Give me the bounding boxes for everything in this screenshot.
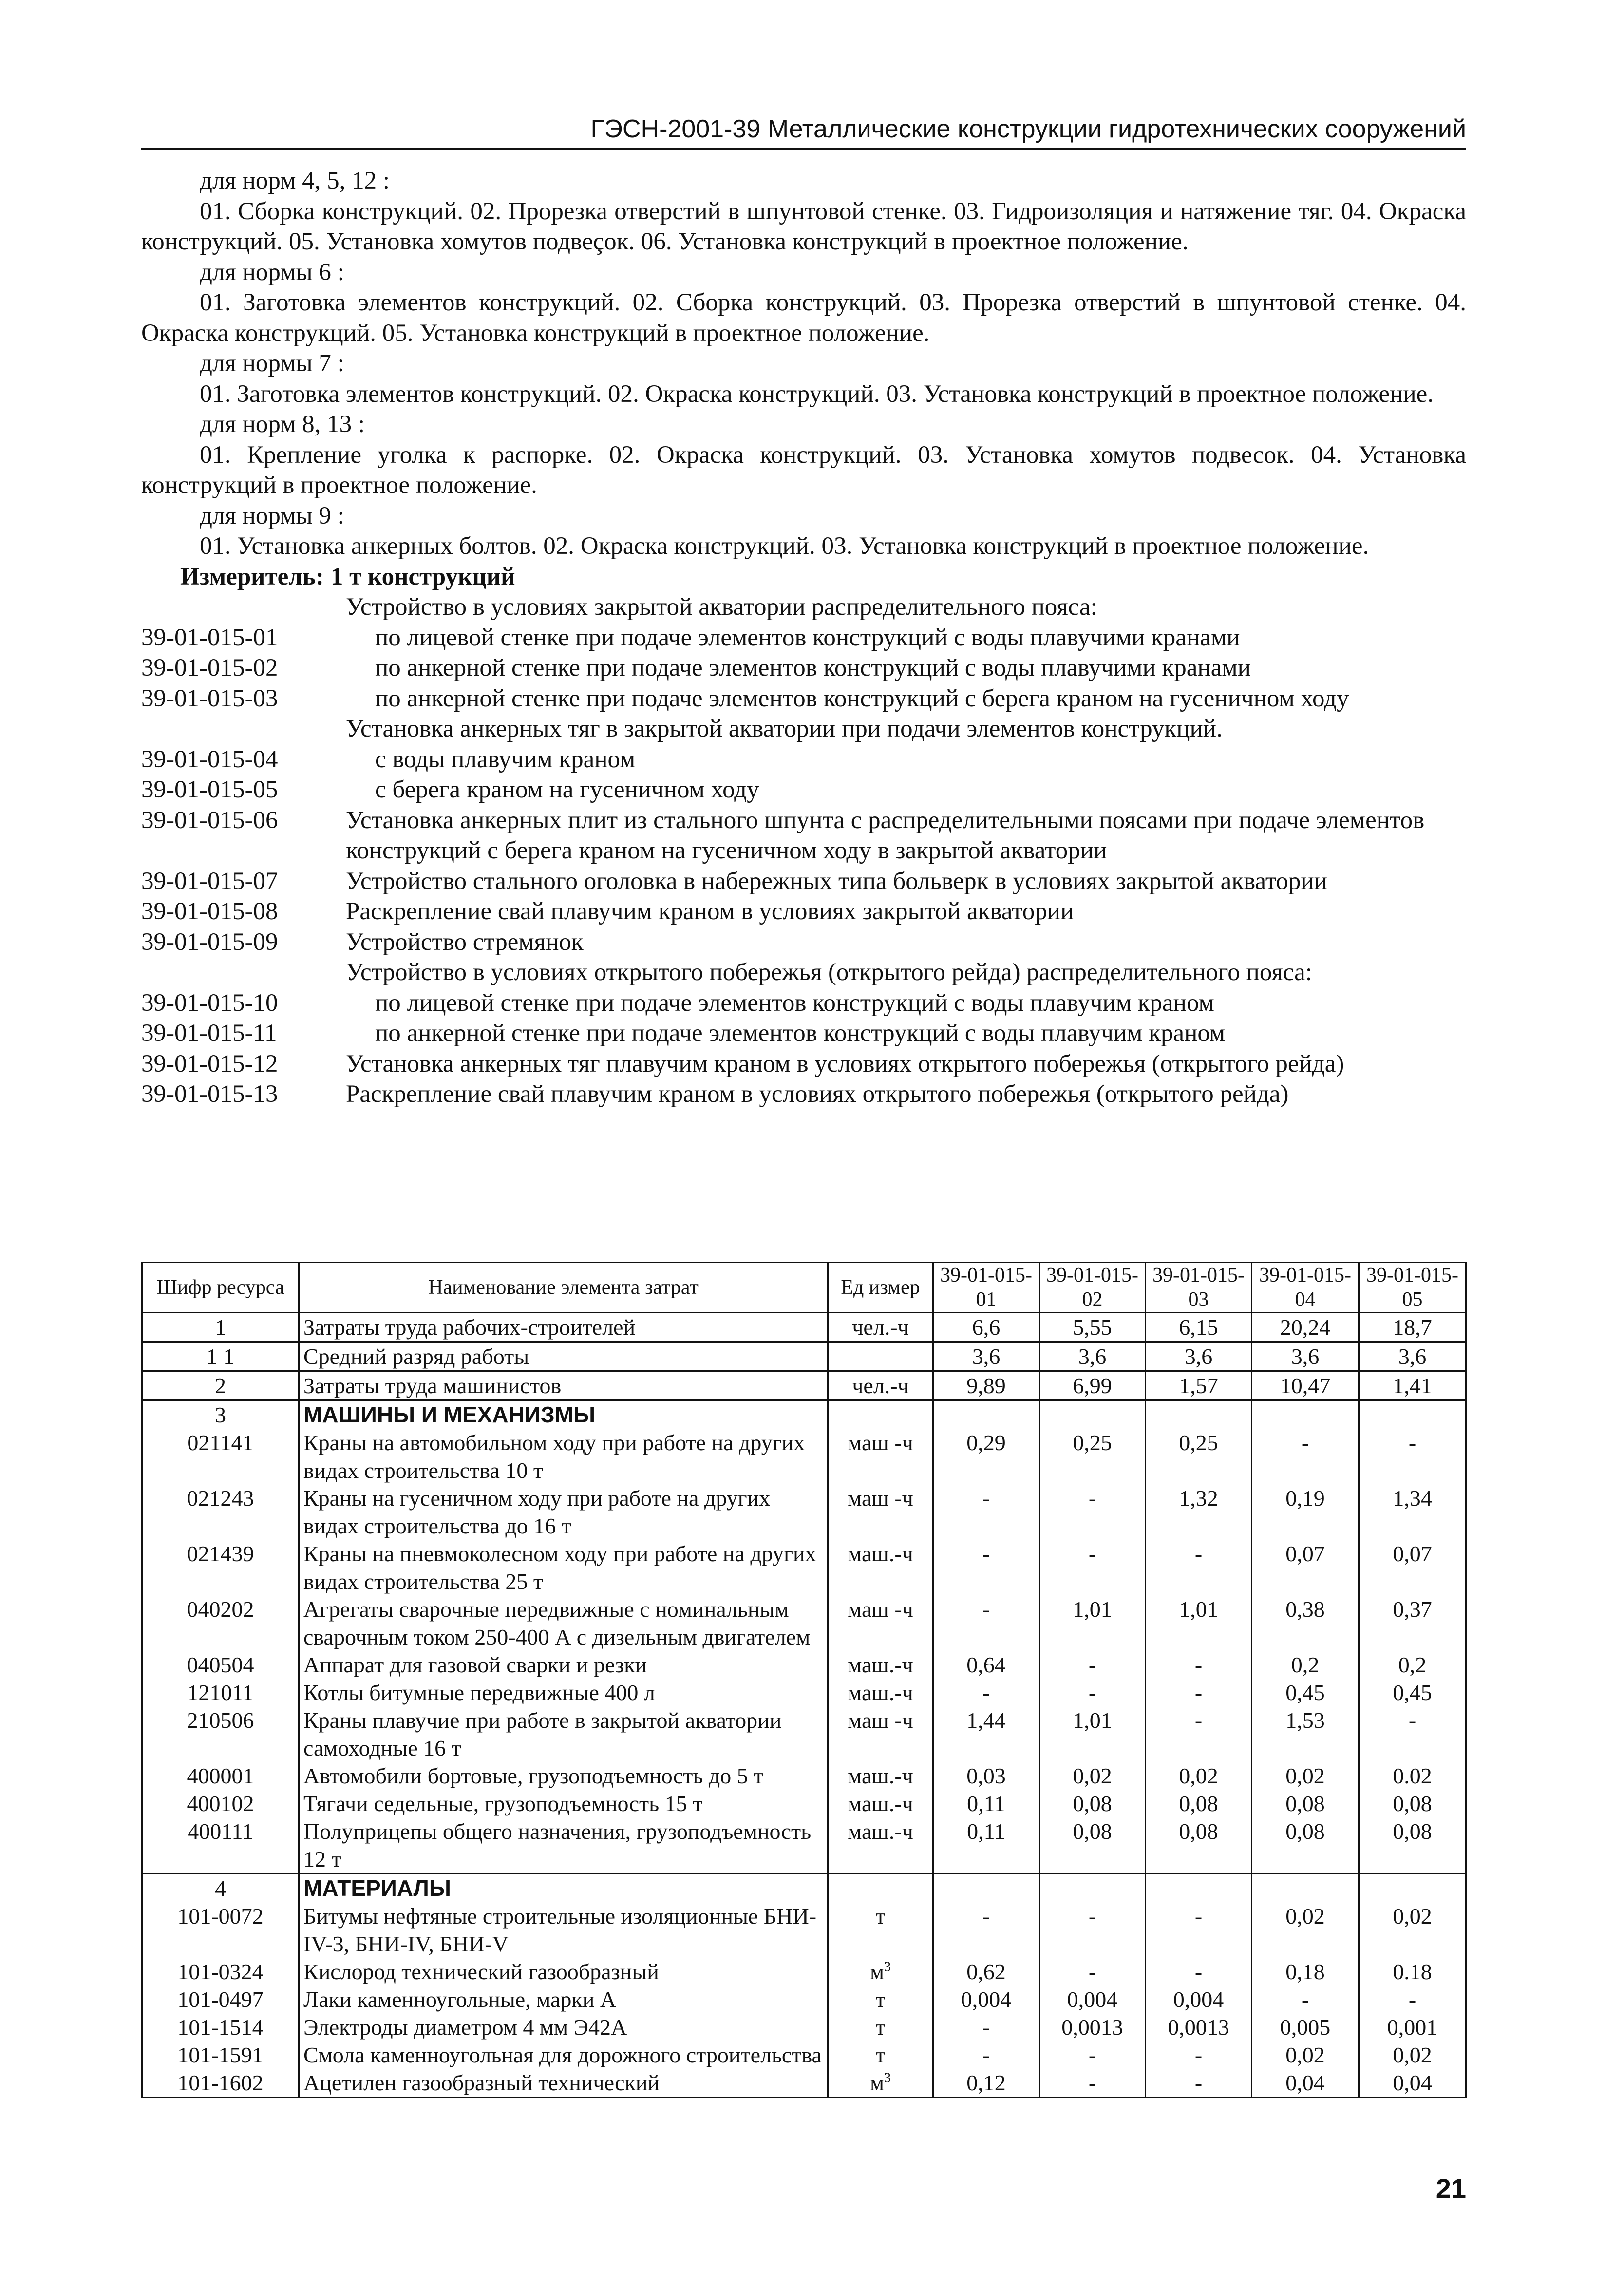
norm-value: - [1359,1706,1466,1762]
resource-unit [828,1371,933,1400]
norm-value: - [1146,1679,1252,1706]
unit-text: маш -ч [848,1597,913,1622]
unit-text: маш.-ч [848,1652,913,1677]
norm-value: 0,12 [933,2069,1039,2098]
unit-superscript: 3 [884,2070,891,2086]
norm-value: - [1146,1651,1252,1679]
resource-unit [828,1958,933,1985]
resource-code: 101-0497 [142,1985,299,2013]
resource-unit [828,1400,933,1429]
resource-unit [828,2041,933,2069]
norm-code-row [141,805,1466,866]
resource-name: Кислород технический газообразный [299,1958,828,1985]
norm-code-row [141,927,1466,958]
norm-value: - [1039,1484,1146,1540]
table-row [142,1651,1466,1679]
unit-text: маш.-ч [848,1791,913,1816]
table-row [142,1790,1466,1817]
document-body [141,166,1466,1110]
resource-code: 400111 [142,1817,299,1874]
norm-value: 0,64 [933,1651,1039,1679]
norm-value: 0,004 [1039,1985,1146,2013]
table-row [142,1342,1466,1371]
table-row [142,1902,1466,1958]
norm-description: по лицевой стенке при подаче элементов конструкций с воды плавучими кранами [375,624,1240,651]
resource-name: Краны на автомобильном ходу при работе на других видах строительства 10 т [299,1429,828,1484]
norm-code-row [141,1018,1466,1049]
norm-code [141,957,346,988]
norm-code: 39-01-015-12 [141,1050,278,1078]
norm-value: 0,07 [1252,1540,1359,1595]
resource-name: Электроды диаметром 4 мм Э42А [299,2013,828,2041]
norm-value: 3,6 [1252,1342,1359,1371]
norm-value: 1,01 [1146,1595,1252,1651]
unit-text: маш -ч [848,1708,913,1733]
resource-name: Ацетилен газообразный технический [299,2069,828,2098]
resource-name: Затраты труда рабочих-строителей [299,1313,828,1342]
norm-description: Раскрепление свай плавучим краном в условиях закрытой акватории [346,898,1074,925]
norm-value: 0,004 [933,1985,1039,2013]
column-header: 39-01-015-05 [1359,1263,1466,1313]
norm-description: Устройство в условиях закрытой акватории распределительного пояса: [346,593,1097,621]
norm-code-row [141,988,1466,1019]
resource-name: МАШИНЫ И МЕХАНИЗМЫ [299,1400,828,1429]
norm-value: 0,08 [1252,1790,1359,1817]
norm-value: - [1146,1706,1252,1762]
norm-description: Устройство стремянок [346,928,584,956]
resource-code: 2 [142,1371,299,1400]
norm-value: - [933,1595,1039,1651]
norm-value: 5,55 [1039,1313,1146,1342]
norm-value: 0,08 [1359,1790,1466,1817]
norm-value: - [933,1540,1039,1595]
resource-name: Затраты труда машинистов [299,1371,828,1400]
norm-description: Установка анкерных тяг плавучим краном в условиях открытого побережья (открытого рейда) [346,1050,1344,1078]
resource-unit [828,1874,933,1903]
norm-code: 39-01-015-05 [141,776,278,803]
unit-text: маш.-ч [848,1819,913,1844]
norm-code: 39-01-015-08 [141,898,278,925]
norm-value: 6,15 [1146,1313,1252,1342]
norm-code-row [141,1079,1466,1110]
norm-value: 0,37 [1359,1595,1466,1651]
page-header: ГЭСН-2001-39 Металлические конструкции гидротехнических сооружений [141,108,1466,150]
resource-code: 040202 [142,1595,299,1651]
resource-code: 101-0324 [142,1958,299,1985]
unit-text: т [875,1987,886,2012]
norm-value: 0,2 [1359,1651,1466,1679]
norm-value: 0,02 [1146,1762,1252,1790]
norm-description: Установка анкерных плит из стального шпунта с распределительными поясами при подаче элементов конструкций с берега краном на гусеничном ходу в закрытой акватории [346,806,1425,864]
unit-text: маш.-ч [848,1763,913,1788]
resource-code: 101-1514 [142,2013,299,2041]
column-header: Ед измер [828,1263,933,1313]
table-row [142,1958,1466,1985]
resource-name: Котлы битумные передвижные 400 л [299,1679,828,1706]
resource-name: Полуприцепы общего назначения, грузоподъемность 12 т [299,1817,828,1874]
norm-code: 39-01-015-13 [141,1080,278,1108]
table-body [142,1313,1466,2098]
norm-code [141,592,346,623]
norm-code-row [141,714,1466,744]
resource-table-wrap [141,1262,1466,2098]
resource-unit [828,1679,933,1706]
norm-value: 0,62 [933,1958,1039,1985]
resource-code: 101-0072 [142,1902,299,1958]
resource-code: 040504 [142,1651,299,1679]
resource-unit [828,1902,933,1958]
resource-name: Краны на гусеничном ходу при работе на других видах строительства до 16 т [299,1484,828,1540]
norm-value [933,1874,1039,1903]
resource-name: Аппарат для газовой сварки и резки [299,1651,828,1679]
norm-code-row [141,653,1466,683]
norm-value: 1,34 [1359,1484,1466,1540]
resource-unit [828,1595,933,1651]
unit-text: т [875,1904,886,1929]
norm-value: - [933,1679,1039,1706]
unit-text: чел.-ч [852,1373,909,1398]
column-header: 39-01-015-03 [1146,1263,1252,1313]
norm-code-row [141,623,1466,653]
unit-text: маш.-ч [848,1541,913,1566]
norm-value: 0,04 [1252,2069,1359,2098]
resource-table [141,1262,1467,2098]
measure-line [141,562,1466,592]
norm-value: 0,08 [1146,1790,1252,1817]
norm-value: 0,0013 [1146,2013,1252,2041]
column-header: 39-01-015-01 [933,1263,1039,1313]
norm-value: - [1252,1429,1359,1484]
resource-code: 021141 [142,1429,299,1484]
norm-value: - [1146,1958,1252,1985]
unit-text: м [869,2070,885,2095]
table-row [142,1874,1466,1903]
norm-description: с берега краном на гусеничном ходу [375,776,759,803]
norm-value: 1,44 [933,1706,1039,1762]
resource-unit [828,1342,933,1371]
resource-unit [828,1706,933,1762]
norm-value: 1,32 [1146,1484,1252,1540]
resource-name: Средний разряд работы [299,1342,828,1371]
norm-value: - [933,2013,1039,2041]
resource-name: Автомобили бортовые, грузоподъемность до 5 т [299,1762,828,1790]
norm-code: 39-01-015-04 [141,745,278,773]
column-header: 39-01-015-04 [1252,1263,1359,1313]
norm-code-row [141,744,1466,775]
table-header-row [142,1263,1466,1313]
norm-value: 3,6 [1146,1342,1252,1371]
norm-value: - [1039,1902,1146,1958]
norm-value: - [1146,2069,1252,2098]
resource-code: 4 [142,1874,299,1903]
table-row [142,1817,1466,1874]
norm-value: - [1039,1958,1146,1985]
norm-value: 3,6 [933,1342,1039,1371]
norm-value: - [1146,2041,1252,2069]
norm-code: 39-01-015-02 [141,654,278,681]
norm-value: 1,41 [1359,1371,1466,1400]
table-row [142,1429,1466,1484]
resource-code: 101-1591 [142,2041,299,2069]
norm-value: 0,03 [933,1762,1039,1790]
work-composition [141,166,1466,562]
norm-value: - [1146,1902,1252,1958]
norm-description: Устройство стального оголовка в набережных типа больверк в условиях закрытой акватории [346,867,1328,895]
table-row [142,1706,1466,1762]
norm-code [141,714,346,744]
norm-value: 0,02 [1359,2041,1466,2069]
norm-description: по анкерной стенке при подаче элементов конструкций с берега краном на гусеничном ходу [375,684,1349,712]
norm-value [1252,1874,1359,1903]
norm-value: - [1252,1985,1359,2013]
norm-code-row [141,1049,1466,1079]
table-row [142,1762,1466,1790]
norm-value: 1,01 [1039,1595,1146,1651]
norm-value: 0,08 [1039,1817,1146,1874]
norm-value: - [1039,2069,1146,2098]
norm-value: 20,24 [1252,1313,1359,1342]
resource-unit [828,1429,933,1484]
norm-value: 0,005 [1252,2013,1359,2041]
norm-value: 1,01 [1039,1706,1146,1762]
norm-code-list [141,592,1466,1110]
norm-code: 39-01-015-03 [141,684,278,712]
norm-description: с воды плавучим краном [375,745,636,773]
column-header: Шифр ресурса [142,1263,299,1313]
norm-code-row [141,866,1466,897]
norm-value: 0,04 [1359,2069,1466,2098]
norm-value: 0,29 [933,1429,1039,1484]
column-header: Наименование элемента затрат [299,1263,828,1313]
unit-text: маш -ч [848,1430,913,1455]
resource-code: 400102 [142,1790,299,1817]
resource-code: 3 [142,1400,299,1429]
norm-code: 39-01-015-07 [141,867,278,895]
norm-value: 0,25 [1146,1429,1252,1484]
norm-value: 6,99 [1039,1371,1146,1400]
norm-code-row [141,683,1466,714]
resource-unit [828,1540,933,1595]
norm-value: 3,6 [1359,1342,1466,1371]
norm-value [1146,1874,1252,1903]
norm-description: Раскрепление свай плавучим краном в условиях открытого побережья (открытого рейда) [346,1080,1289,1108]
unit-text: маш -ч [848,1486,913,1511]
table-row [142,2013,1466,2041]
norm-value: 9,89 [933,1371,1039,1400]
resource-name: Битумы нефтяные строительные изоляционные БНИ-IV-3, БНИ-IV, БНИ-V [299,1902,828,1958]
norm-description: по анкерной стенке при подаче элементов конструкций с воды плавучими кранами [375,654,1251,681]
norm-value: 6,6 [933,1313,1039,1342]
norm-code: 39-01-015-11 [141,1020,277,1047]
norm-value: 0,45 [1252,1679,1359,1706]
norm-group-label: для нормы 7 : [200,350,344,377]
norm-value: 0.02 [1359,1762,1466,1790]
norm-code-row [141,896,1466,927]
resource-code: 021439 [142,1540,299,1595]
norm-value: 0,38 [1252,1595,1359,1651]
table-row [142,1985,1466,2013]
norm-group-text: 01. Заготовка элементов конструкций. 02. Сборка конструкций. 03. Прорезка отверстий в шпунтовой стенке. 04. Окраска конструкций. 05. Установка конструкций в проектное положение. [141,289,1466,347]
resource-code: 400001 [142,1762,299,1790]
resource-unit [828,1790,933,1817]
resource-code: 021243 [142,1484,299,1540]
norm-value: - [1039,1540,1146,1595]
resource-code: 210506 [142,1706,299,1762]
norm-code: 39-01-015-09 [141,928,278,956]
resource-name: Краны плавучие при работе в закрытой акватории самоходные 16 т [299,1706,828,1762]
column-header: 39-01-015-02 [1039,1263,1146,1313]
norm-value: 0.18 [1359,1958,1466,1985]
norm-value [1359,1400,1466,1429]
unit-text: маш.-ч [848,1680,913,1705]
unit-text: т [875,2042,886,2067]
norm-value [1359,1874,1466,1903]
norm-value: 0,0013 [1039,2013,1146,2041]
norm-value: 1,53 [1252,1706,1359,1762]
resource-name: Агрегаты сварочные передвижные с номинальным сварочным током 250-400 А с дизельным двигателем [299,1595,828,1651]
table-row [142,1540,1466,1595]
table-row [142,1679,1466,1706]
norm-description: по лицевой стенке при подаче элементов конструкций с воды плавучим краном [375,989,1214,1017]
norm-value: - [933,1902,1039,1958]
norm-description: Установка анкерных тяг в закрытой акватории при подачи элементов конструкций. [346,715,1223,742]
norm-value: 0,2 [1252,1651,1359,1679]
norm-value: 0,25 [1039,1429,1146,1484]
norm-value [1146,1400,1252,1429]
resource-unit [828,1985,933,2013]
unit-superscript: 3 [884,1959,891,1975]
norm-code: 39-01-015-10 [141,989,278,1017]
table-row [142,2041,1466,2069]
norm-value: 0,19 [1252,1484,1359,1540]
resource-code: 101-1602 [142,2069,299,2098]
table-row [142,1313,1466,1342]
norm-value: 1,57 [1146,1371,1252,1400]
norm-value [1039,1874,1146,1903]
norm-value [1039,1400,1146,1429]
norm-description: Устройство в условиях открытого побережья (открытого рейда) распределительного пояса: [346,959,1312,986]
norm-value: 0,004 [1146,1985,1252,2013]
norm-value: - [1359,1429,1466,1484]
norm-value: 0,08 [1039,1790,1146,1817]
norm-value: - [1039,1651,1146,1679]
norm-value: 0,02 [1252,1902,1359,1958]
norm-value: 0,02 [1039,1762,1146,1790]
resource-code: 121011 [142,1679,299,1706]
resource-name: МАТЕРИАЛЫ [299,1874,828,1903]
norm-group-text: 01. Заготовка элементов конструкций. 02. Окраска конструкций. 03. Установка конструкций в проектное положение. [200,380,1434,408]
norm-value: - [1359,1985,1466,2013]
page-number: 21 [1435,2173,1466,2204]
table-row [142,1400,1466,1429]
norm-value: 18,7 [1359,1313,1466,1342]
norm-value: 0,11 [933,1790,1039,1817]
table-row [142,1371,1466,1400]
resource-unit [828,1313,933,1342]
table-row [142,1595,1466,1651]
norm-value: 3,6 [1039,1342,1146,1371]
norm-value: - [1146,1540,1252,1595]
resource-name: Лаки каменноугольные, марки А [299,1985,828,2013]
norm-value: 0,08 [1252,1817,1359,1874]
norm-value: 10,47 [1252,1371,1359,1400]
norm-value: - [1039,1679,1146,1706]
norm-value [933,1400,1039,1429]
norm-group-label: для норм 4, 5, 12 : [200,167,390,194]
norm-value: 0,18 [1252,1958,1359,1985]
norm-group-text: 01. Установка анкерных болтов. 02. Окраска конструкций. 03. Установка конструкций в проектное положение. [200,532,1369,560]
norm-group-label: для нормы 6 : [200,258,344,286]
measure-unit: 1 т конструкций [330,563,515,590]
norm-value: 0,02 [1252,1762,1359,1790]
norm-value: - [933,1484,1039,1540]
resource-name: Смола каменноугольная для дорожного строительства [299,2041,828,2069]
resource-code: 1 [142,1313,299,1342]
resource-unit [828,1484,933,1540]
resource-unit [828,2069,933,2098]
unit-text: м [869,1959,885,1984]
resource-code: 1 1 [142,1342,299,1371]
resource-unit [828,1762,933,1790]
resource-unit [828,1817,933,1874]
norm-code: 39-01-015-06 [141,806,278,834]
norm-group-text: 01. Крепление уголка к распорке. 02. Окраска конструкций. 03. Установка хомутов подвесок. 04. Установка конструкций в проектное положение. [141,441,1466,499]
norm-group-text: 01. Сборка конструкций. 02. Прорезка отверстий в шпунтовой стенке. 03. Гидроизоляция и натяжение тяг. 04. Окраска конструкций. 05. Установка хомутов подвеçок. 06. Установка конструкций в проектное положение. [141,197,1466,255]
resource-name: Тягачи седельные, грузоподъемность 15 т [299,1790,828,1817]
norm-code-row [141,592,1466,623]
unit-text: чел.-ч [852,1315,909,1340]
norm-value: 0,08 [1146,1817,1252,1874]
norm-value: 0,08 [1359,1817,1466,1874]
norm-value: 0,02 [1252,2041,1359,2069]
table-row [142,1484,1466,1540]
resource-name: Краны на пневмоколесном ходу при работе на других видах строительства 25 т [299,1540,828,1595]
norm-group-label: для норм 8, 13 : [200,411,365,438]
norm-value: - [1039,2041,1146,2069]
norm-group-label: для нормы 9 : [200,502,344,529]
norm-code: 39-01-015-01 [141,624,278,651]
norm-value: 0,001 [1359,2013,1466,2041]
norm-value: - [933,2041,1039,2069]
norm-value: 0,07 [1359,1540,1466,1595]
norm-value: 0,45 [1359,1679,1466,1706]
resource-unit [828,1651,933,1679]
measure-label: Измеритель: [180,563,324,590]
norm-value: 0,11 [933,1817,1039,1874]
norm-value [1252,1400,1359,1429]
unit-text: т [875,2015,886,2040]
resource-unit [828,2013,933,2041]
norm-code-row [141,775,1466,805]
norm-code-row [141,957,1466,988]
norm-value: 0,02 [1359,1902,1466,1958]
norm-description: по анкерной стенке при подаче элементов конструкций с воды плавучим краном [375,1020,1226,1047]
table-row [142,2069,1466,2098]
